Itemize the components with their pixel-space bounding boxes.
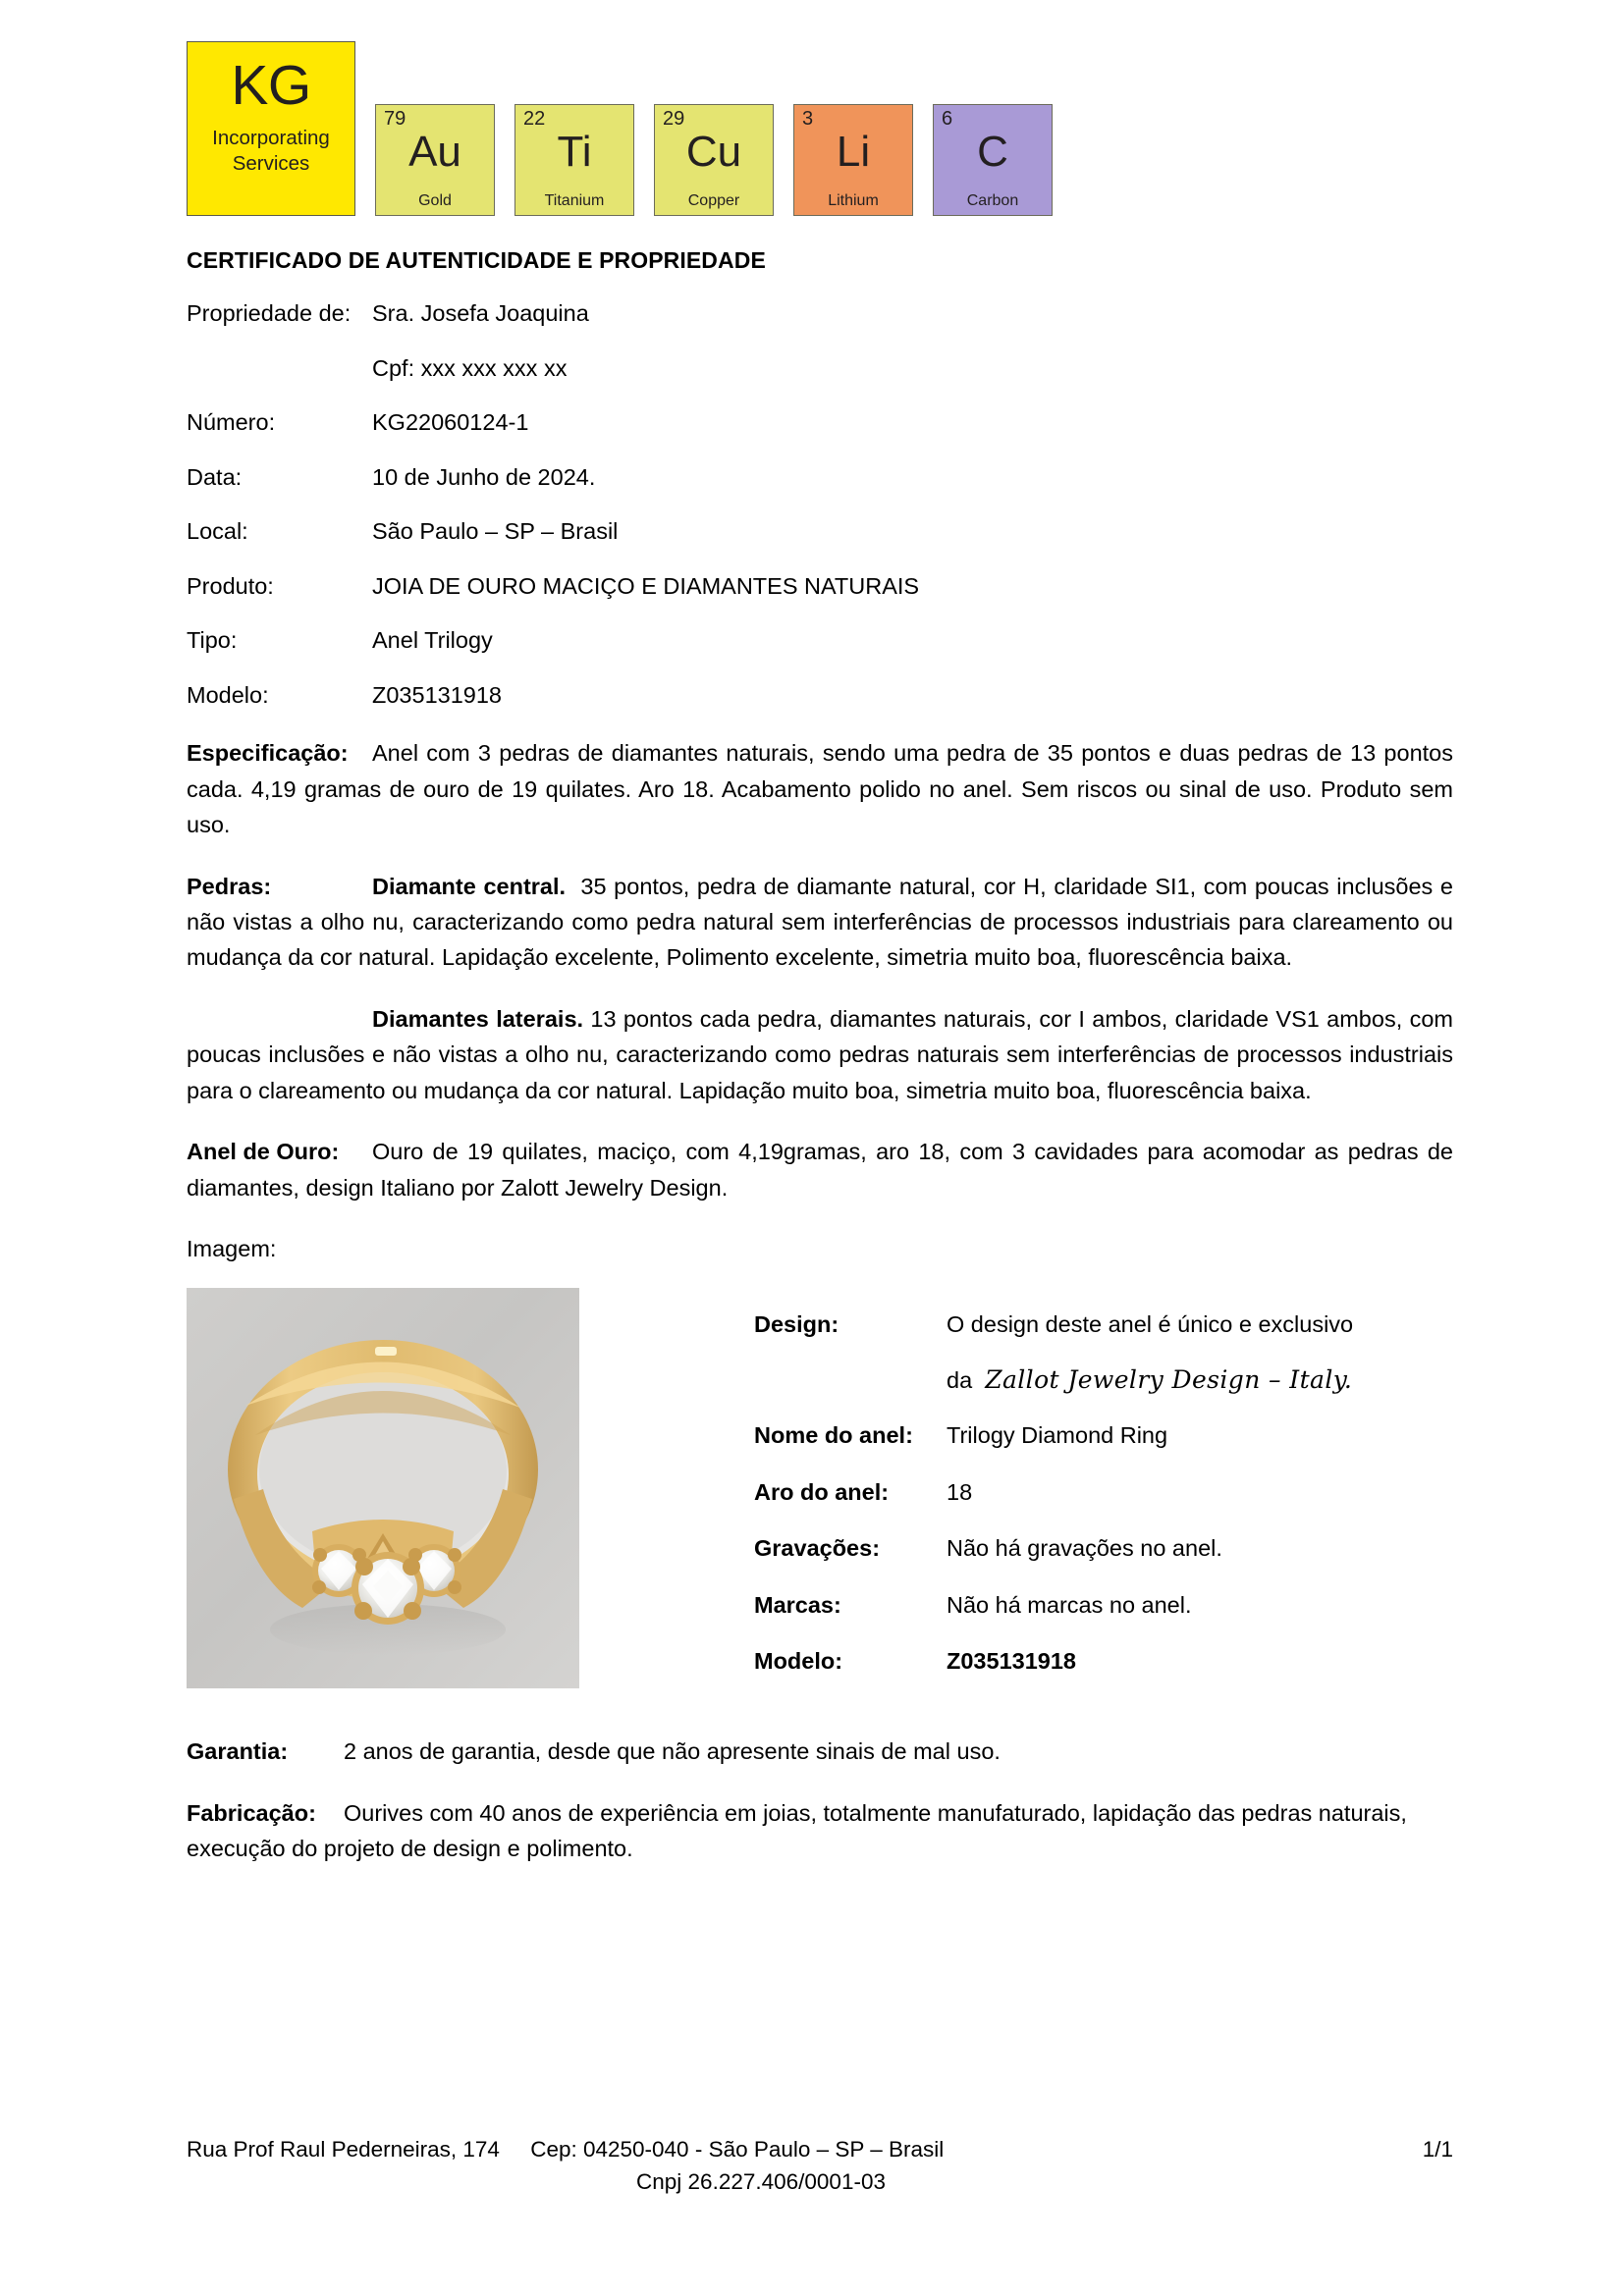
field-value-tipo: Anel Trilogy — [372, 627, 493, 654]
text-diamantes-laterais: 13 pontos cada pedra, diamantes naturais, cor I ambos, claridade VS1 ambos, com poucas inclusões e não vistas a olho nu, caracterizando como pedras naturais sem interferências de processos industriais para o clareamento ou mudança da cor natural. Lapidação muito boa, simetria muito boa, fluorescência baixa. — [187, 1005, 1453, 1103]
text-especificacao: Anel com 3 pedras de diamantes naturais, sendo uma pedra de 35 pontos e duas pedras de 13 pontos cada. 4,19 gramas de ouro de 19 quilates. Aro 18. Acabamento polido no anel. Sem riscos ou sinal de uso. Produto sem uso. — [187, 740, 1453, 838]
element-number-li: 3 — [802, 108, 814, 130]
element-symbol-c: C — [977, 128, 1008, 176]
section-pedras-central — [187, 869, 1453, 976]
text-garantia: 2 anos de garantia, desde que não apresente sinais de mal uso. — [344, 1738, 1001, 1765]
design-script-prefix: da — [947, 1366, 973, 1393]
field-label-cpf — [187, 353, 372, 384]
ring-details-list — [754, 1288, 1441, 1676]
kg-brand-subtitle — [212, 126, 330, 176]
detail-row-aro-do-anel — [754, 1477, 1441, 1508]
center-diamond — [352, 1552, 424, 1625]
field-label-data: Data: — [187, 463, 243, 490]
element-number-cu: 29 — [663, 108, 685, 130]
detail-row-modelo — [754, 1646, 1441, 1677]
detail-row-design — [754, 1309, 1441, 1340]
field-label-propriedade: Propriedade de: — [187, 300, 352, 326]
detail-value-marcas: Não há marcas no anel. — [947, 1591, 1192, 1618]
kg-brand-symbol: KG — [231, 54, 311, 117]
field-row-tipo — [187, 625, 1453, 656]
label-pedras: Pedras: — [187, 873, 272, 899]
element-symbol-li: Li — [836, 128, 871, 176]
detail-row-nome-do-anel — [754, 1420, 1441, 1451]
field-value-modelo: Z035131918 — [372, 681, 502, 708]
text-fabricacao: Ourives com 40 anos de experiência em joias, totalmente manufaturado, lapidação das pedras naturais, execução do projeto de design e polimento. — [187, 1799, 1407, 1862]
field-row-data — [187, 462, 1453, 493]
field-label-produto: Produto: — [187, 572, 274, 599]
heading-diamante-central: Diamante central. — [372, 873, 567, 899]
field-row-numero — [187, 407, 1453, 438]
kg-brand-tile — [187, 41, 355, 216]
element-name-au: Gold — [418, 192, 452, 209]
kg-brand-line2: Services — [232, 151, 310, 175]
design-script-line — [947, 1365, 1441, 1394]
field-row-local — [187, 516, 1453, 547]
label-anel-de-ouro: Anel de Ouro: — [187, 1139, 340, 1165]
detail-row-gravacoes — [754, 1533, 1441, 1564]
detail-label-gravacoes: Gravações: — [754, 1535, 881, 1562]
field-label-numero: Número: — [187, 409, 276, 436]
field-value-local: São Paulo – SP – Brasil — [372, 518, 619, 545]
page-title: CERTIFICADO DE AUTENTICIDADE E PROPRIEDADE — [187, 247, 766, 273]
field-value-cpf: Cpf: xxx xxx xxx xx — [372, 354, 568, 381]
footer-page-number: 1/1 — [1422, 2137, 1453, 2162]
ring-photo-illustration — [187, 1288, 579, 1688]
element-symbol-ti: Ti — [557, 128, 592, 176]
field-value-produto: JOIA DE OURO MACIÇO E DIAMANTES NATURAIS — [372, 572, 920, 599]
footer-line-address — [187, 2134, 1453, 2166]
detail-label-marcas: Marcas: — [754, 1591, 841, 1618]
text-anel-de-ouro: Ouro de 19 quilates, maciço, com 4,19gramas, aro 18, com 3 cavidades para acomodar as pedras de diamantes, design Italiano por Zalott Jewelry Design. — [187, 1139, 1453, 1201]
field-row-cpf — [187, 353, 1453, 384]
element-symbol-cu: Cu — [685, 128, 742, 176]
page-footer — [187, 2134, 1453, 2198]
field-label-local: Local: — [187, 518, 248, 545]
element-name-li: Lithium — [828, 192, 879, 209]
field-value-numero: KG22060124-1 — [372, 409, 529, 436]
detail-value-nome-do-anel: Trilogy Diamond Ring — [947, 1421, 1168, 1448]
element-tile-c — [933, 104, 1053, 216]
label-garantia: Garantia: — [187, 1738, 289, 1765]
section-garantia — [187, 1734, 1453, 1769]
element-number-au: 79 — [384, 108, 406, 130]
document-content — [187, 41, 1453, 1867]
field-label-tipo: Tipo: — [187, 627, 238, 654]
element-name-ti: Titanium — [544, 192, 605, 209]
section-anel-de-ouro — [187, 1134, 1453, 1205]
element-name-cu: Copper — [687, 192, 740, 209]
ring-photo — [187, 1288, 579, 1688]
element-tile-li — [793, 104, 913, 216]
field-value-propriedade: Sra. Josefa Joaquina — [372, 300, 589, 326]
section-fabricacao — [187, 1795, 1453, 1867]
element-tile-cu — [654, 104, 774, 216]
detail-row-marcas — [754, 1590, 1441, 1621]
detail-label-design: Design: — [754, 1311, 839, 1338]
section-pedras-laterais — [187, 1001, 1453, 1108]
label-imagem: Imagem: — [187, 1236, 277, 1262]
field-row-modelo — [187, 680, 1453, 711]
element-tile-ti — [514, 104, 634, 216]
footer-address: Rua Prof Raul Pederneiras, 174 Cep: 04250-040 - São Paulo – SP – Brasil — [187, 2137, 945, 2162]
detail-value-modelo: Z035131918 — [947, 1648, 1076, 1675]
detail-value-gravacoes: Não há gravações no anel. — [947, 1535, 1222, 1562]
text-diamante-central: 35 pontos, pedra de diamante natural, cor H, claridade SI1, com poucas inclusões e não vistas a olho nu, caracterizando como pedra natural sem interferências de processos industriais para clareamento ou mudança da cor natural. Lapidação excelente, Polimento excelente, simetria muito boa, fluorescência baixa. — [187, 873, 1454, 971]
design-script-brand: Zallot Jewelry Design – Italy. — [985, 1364, 1353, 1394]
header-logo-row — [187, 41, 1453, 216]
detail-label-modelo: Modelo: — [754, 1648, 843, 1675]
label-fabricacao: Fabricação: — [187, 1799, 316, 1826]
element-number-ti: 22 — [523, 108, 546, 130]
label-especificacao: Especificação: — [187, 740, 349, 767]
element-name-c: Carbon — [966, 192, 1019, 209]
field-value-data: 10 de Junho de 2024. — [372, 463, 596, 490]
detail-value-aro-do-anel: 18 — [947, 1478, 973, 1505]
heading-diamantes-laterais: Diamantes laterais. — [372, 1005, 584, 1032]
section-especificacao — [187, 735, 1453, 842]
element-tile-au — [375, 104, 495, 216]
field-row-propriedade — [187, 298, 1453, 329]
detail-label-aro-do-anel: Aro do anel: — [754, 1478, 890, 1505]
detail-value-design: O design deste anel é único e exclusivo — [947, 1311, 1354, 1338]
element-symbol-au: Au — [408, 128, 461, 176]
detail-label-nome-do-anel: Nome do anel: — [754, 1421, 913, 1448]
field-label-modelo: Modelo: — [187, 681, 269, 708]
image-and-details-section — [187, 1288, 1453, 1688]
footer-cnpj: Cnpj 26.227.406/0001-03 — [636, 2168, 886, 2194]
field-row-produto — [187, 571, 1453, 602]
kg-brand-line1: Incorporating — [212, 127, 330, 149]
element-number-c: 6 — [942, 108, 953, 130]
